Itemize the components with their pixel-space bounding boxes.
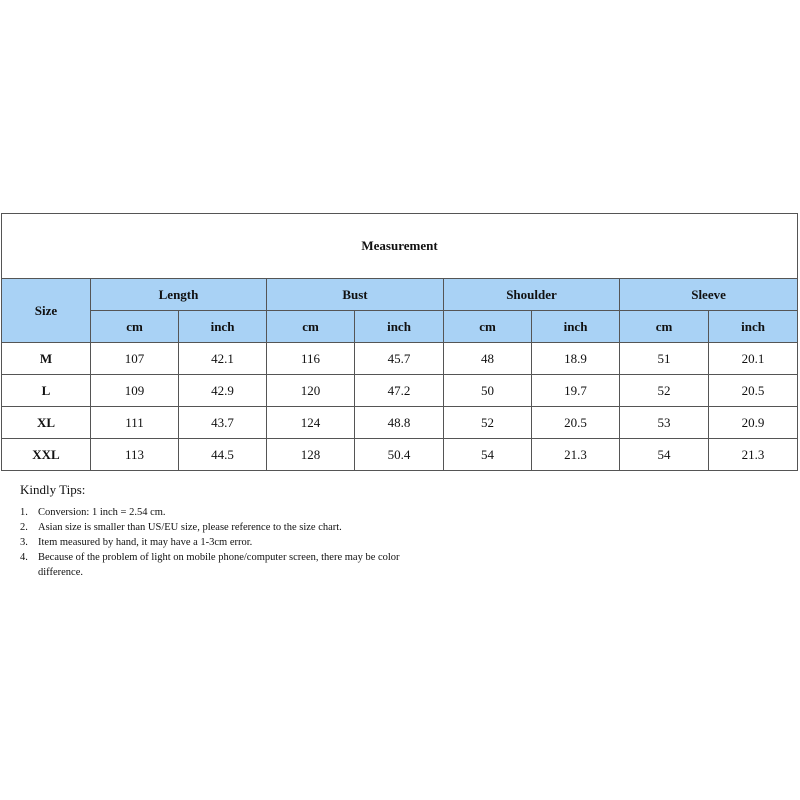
size-label: M — [2, 343, 91, 375]
tip-text: Item measured by hand, it may have a 1-3cm error. — [38, 537, 253, 548]
size-chart — [1, 213, 797, 471]
list-item — [20, 505, 440, 520]
table-cell: 48 — [444, 343, 532, 375]
table-row — [2, 439, 798, 471]
table-cell: 21.3 — [709, 439, 798, 471]
tip-number: 4. — [20, 552, 28, 563]
unit-header: inch — [709, 311, 798, 343]
tips-title: Kindly Tips: — [20, 482, 86, 497]
unit-header: cm — [620, 311, 709, 343]
table-cell: 20.9 — [709, 407, 798, 439]
list-item — [20, 550, 440, 580]
table-cell: 44.5 — [179, 439, 267, 471]
table-cell: 20.5 — [532, 407, 620, 439]
table-row — [2, 343, 798, 375]
table-cell: 107 — [91, 343, 179, 375]
measurement-table — [1, 213, 798, 471]
table-cell: 18.9 — [532, 343, 620, 375]
table-cell: 43.7 — [179, 407, 267, 439]
unit-header: cm — [444, 311, 532, 343]
table-cell: 52 — [444, 407, 532, 439]
table-row — [2, 407, 798, 439]
tip-text: Because of the problem of light on mobile phone/computer screen, there may be color difference. — [38, 552, 400, 578]
table-cell: 116 — [267, 343, 355, 375]
table-cell: 124 — [267, 407, 355, 439]
group-header-shoulder: Shoulder — [444, 279, 620, 311]
tip-number: 3. — [20, 537, 28, 548]
unit-header: inch — [355, 311, 444, 343]
table-cell: 54 — [444, 439, 532, 471]
tip-number: 2. — [20, 522, 28, 533]
tip-text: Asian size is smaller than US/EU size, please reference to the size chart. — [38, 522, 342, 533]
table-cell: 48.8 — [355, 407, 444, 439]
table-cell: 45.7 — [355, 343, 444, 375]
table-cell: 20.1 — [709, 343, 798, 375]
table-cell: 42.1 — [179, 343, 267, 375]
table-cell: 109 — [91, 375, 179, 407]
group-header-bust: Bust — [267, 279, 444, 311]
group-header-length: Length — [91, 279, 267, 311]
list-item — [20, 520, 440, 535]
unit-header: inch — [532, 311, 620, 343]
unit-header: inch — [179, 311, 267, 343]
tip-number: 1. — [20, 507, 28, 518]
tip-text: Conversion: 1 inch = 2.54 cm. — [38, 507, 166, 518]
table-cell: 50 — [444, 375, 532, 407]
table-cell: 19.7 — [532, 375, 620, 407]
table-cell: 52 — [620, 375, 709, 407]
table-row — [2, 375, 798, 407]
unit-header: cm — [91, 311, 179, 343]
kindly-tips — [20, 482, 440, 580]
tips-list — [20, 505, 440, 580]
size-label: L — [2, 375, 91, 407]
table-cell: 51 — [620, 343, 709, 375]
table-cell: 113 — [91, 439, 179, 471]
table-cell: 128 — [267, 439, 355, 471]
table-cell: 54 — [620, 439, 709, 471]
table-cell: 20.5 — [709, 375, 798, 407]
table-cell: 42.9 — [179, 375, 267, 407]
table-cell: 21.3 — [532, 439, 620, 471]
size-column-header: Size — [2, 279, 91, 343]
size-label: XL — [2, 407, 91, 439]
table-cell: 111 — [91, 407, 179, 439]
table-cell: 120 — [267, 375, 355, 407]
group-header-sleeve: Sleeve — [620, 279, 798, 311]
list-item — [20, 535, 440, 550]
unit-header: cm — [267, 311, 355, 343]
size-label: XXL — [2, 439, 91, 471]
table-cell: 50.4 — [355, 439, 444, 471]
table-cell: 53 — [620, 407, 709, 439]
table-cell: 47.2 — [355, 375, 444, 407]
table-title: Measurement — [2, 214, 798, 279]
